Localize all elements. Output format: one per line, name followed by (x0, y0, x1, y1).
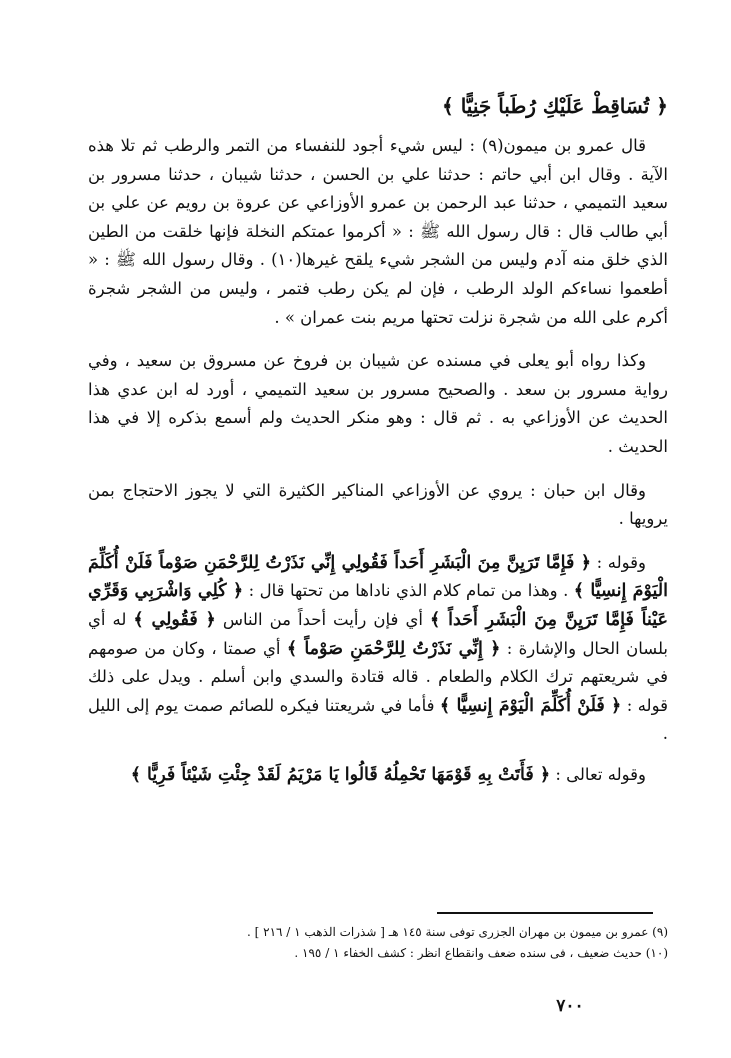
paragraph-4 (88, 549, 668, 749)
quran-verse: ﴿ فَلَنْ أُكَلِّمَ الْيَوْمَ إِنسِيًّا ﴾ (439, 695, 622, 716)
page-body (88, 88, 668, 804)
quran-verse: ﴿ فَإِمَّا تَرَيِنَّ مِنَ الْبَشَرِ أَحَداً فَقُولِي إِنِّي نَذَرْتُ لِلرَّحْمَنِ صَوْماً فَلَنْ أُكَلِّمَ الْيَوْمَ إِنسِيًّا ﴾ (88, 552, 668, 602)
paragraph-4-text: له أي بلسان الحال والإشارة : (88, 609, 668, 658)
paragraph-5-text: وقوله تعالى : (550, 764, 646, 784)
footnote-10: (١٠) حديث ضعيف ، فى سنده ضعف وانقطاع انظر : كشف الخفاء ١ / ١٩٥ . (294, 946, 668, 960)
quran-verse: ﴿ إِنِّي نَذَرْتُ لِلرَّحْمَنِ صَوْماً ﴾ (286, 638, 501, 659)
page-number: ٧٠٠ (556, 996, 584, 1016)
paragraph-4-text: أي فإن رأيت أحداً من الناس (215, 609, 430, 629)
footnote-9: (٩) عمرو بن ميمون بن مهران الجزرى توفى سنة ١٤٥ هـ [ شذرات الذهب ١ / ٢١٦ ] . (247, 925, 668, 939)
quran-verse: ﴿ فَأَتَتْ بِهِ قَوْمَهَا تَحْمِلُهُ قَالُوا يَا مَرْيَمُ لَقَدْ جِئْتِ شَيْئاً فَرِيًّا ﴾ (130, 764, 551, 785)
paragraph-5 (88, 761, 668, 790)
paragraph-4-text: أي صمتا ، وكان من صومهم في شريعتهم ترك الكلام والطعام . قاله قتادة والسدي وابن أسلم . ويدل على ذلك قوله : (88, 638, 668, 715)
quran-verse: ﴿ كُلِي وَاشْرَبِي وَقَرِّي عَيْناً فَإِمَّا تَرَيِنَّ مِنَ الْبَشَرِ أَحَداً ﴾ (88, 581, 668, 630)
paragraph-3: وقال ابن حبان : يروي عن الأوزاعي المناكير الكثيرة التي لا يجوز الاحتجاج بمن يرويها . (88, 480, 668, 529)
footnote-divider (437, 912, 653, 914)
paragraph-4-text: . وهذا من تمام كلام الذي ناداها من تحتها قال : (243, 581, 574, 601)
quran-verse: ﴿ فَقُولِي ﴾ (133, 609, 216, 630)
paragraph-4-text: فأما في شريعتنا فيكره للصائم صمت يوم إلى الليل . (88, 695, 668, 744)
paragraph-2: وكذا رواه أبو يعلى في مسنده عن شيبان بن فروخ عن مسروق بن سعيد ، وفي رواية مسرور بن سعد . والصحيح مسرور بن سعيد التميمي ، أورد له ابن عدي هذا الحديث عن الأوزاعي به . ثم قال : وهو منكر الحديث ولم أسمع بذكره إلا في هذا الحديث . (88, 351, 668, 456)
paragraph-1: قال عمرو بن ميمون(٩) : ليس شيء أجود للنفساء من التمر والرطب ثم تلا هذه الآية . وقال ابن أبي حاتم : حدثنا علي بن الحسن ، حدثنا شيبان ، حدثنا مسرور بن سعيد التميمي ، حدثنا عبد الرحمن بن عمرو الأوزاعي عن عروة بن رويم عن علي بن أبي طالب قال : قال رسول الله ﷺ : « أكرموا عمتكم النخلة فإنها خلقت من الطين الذي خلق منه آدم وليس من الشجر شيء يلقح غيرها(١٠) . وقال رسول الله ﷺ : « أطعموا نساءكم الولد الرطب ، فإن لم يكن رطب فتمر ، وليس من الشجر شجرة أكرم على الله من شجرة نزلت تحتها مريم بنت عمران » . (88, 136, 669, 327)
section-heading: ﴿ تُسَاقِطْ عَلَيْكِ رُطَباً جَنِيًّا ﴾ (442, 94, 668, 118)
footnotes (100, 922, 668, 964)
paragraph-4-text: وقوله : (591, 552, 646, 572)
